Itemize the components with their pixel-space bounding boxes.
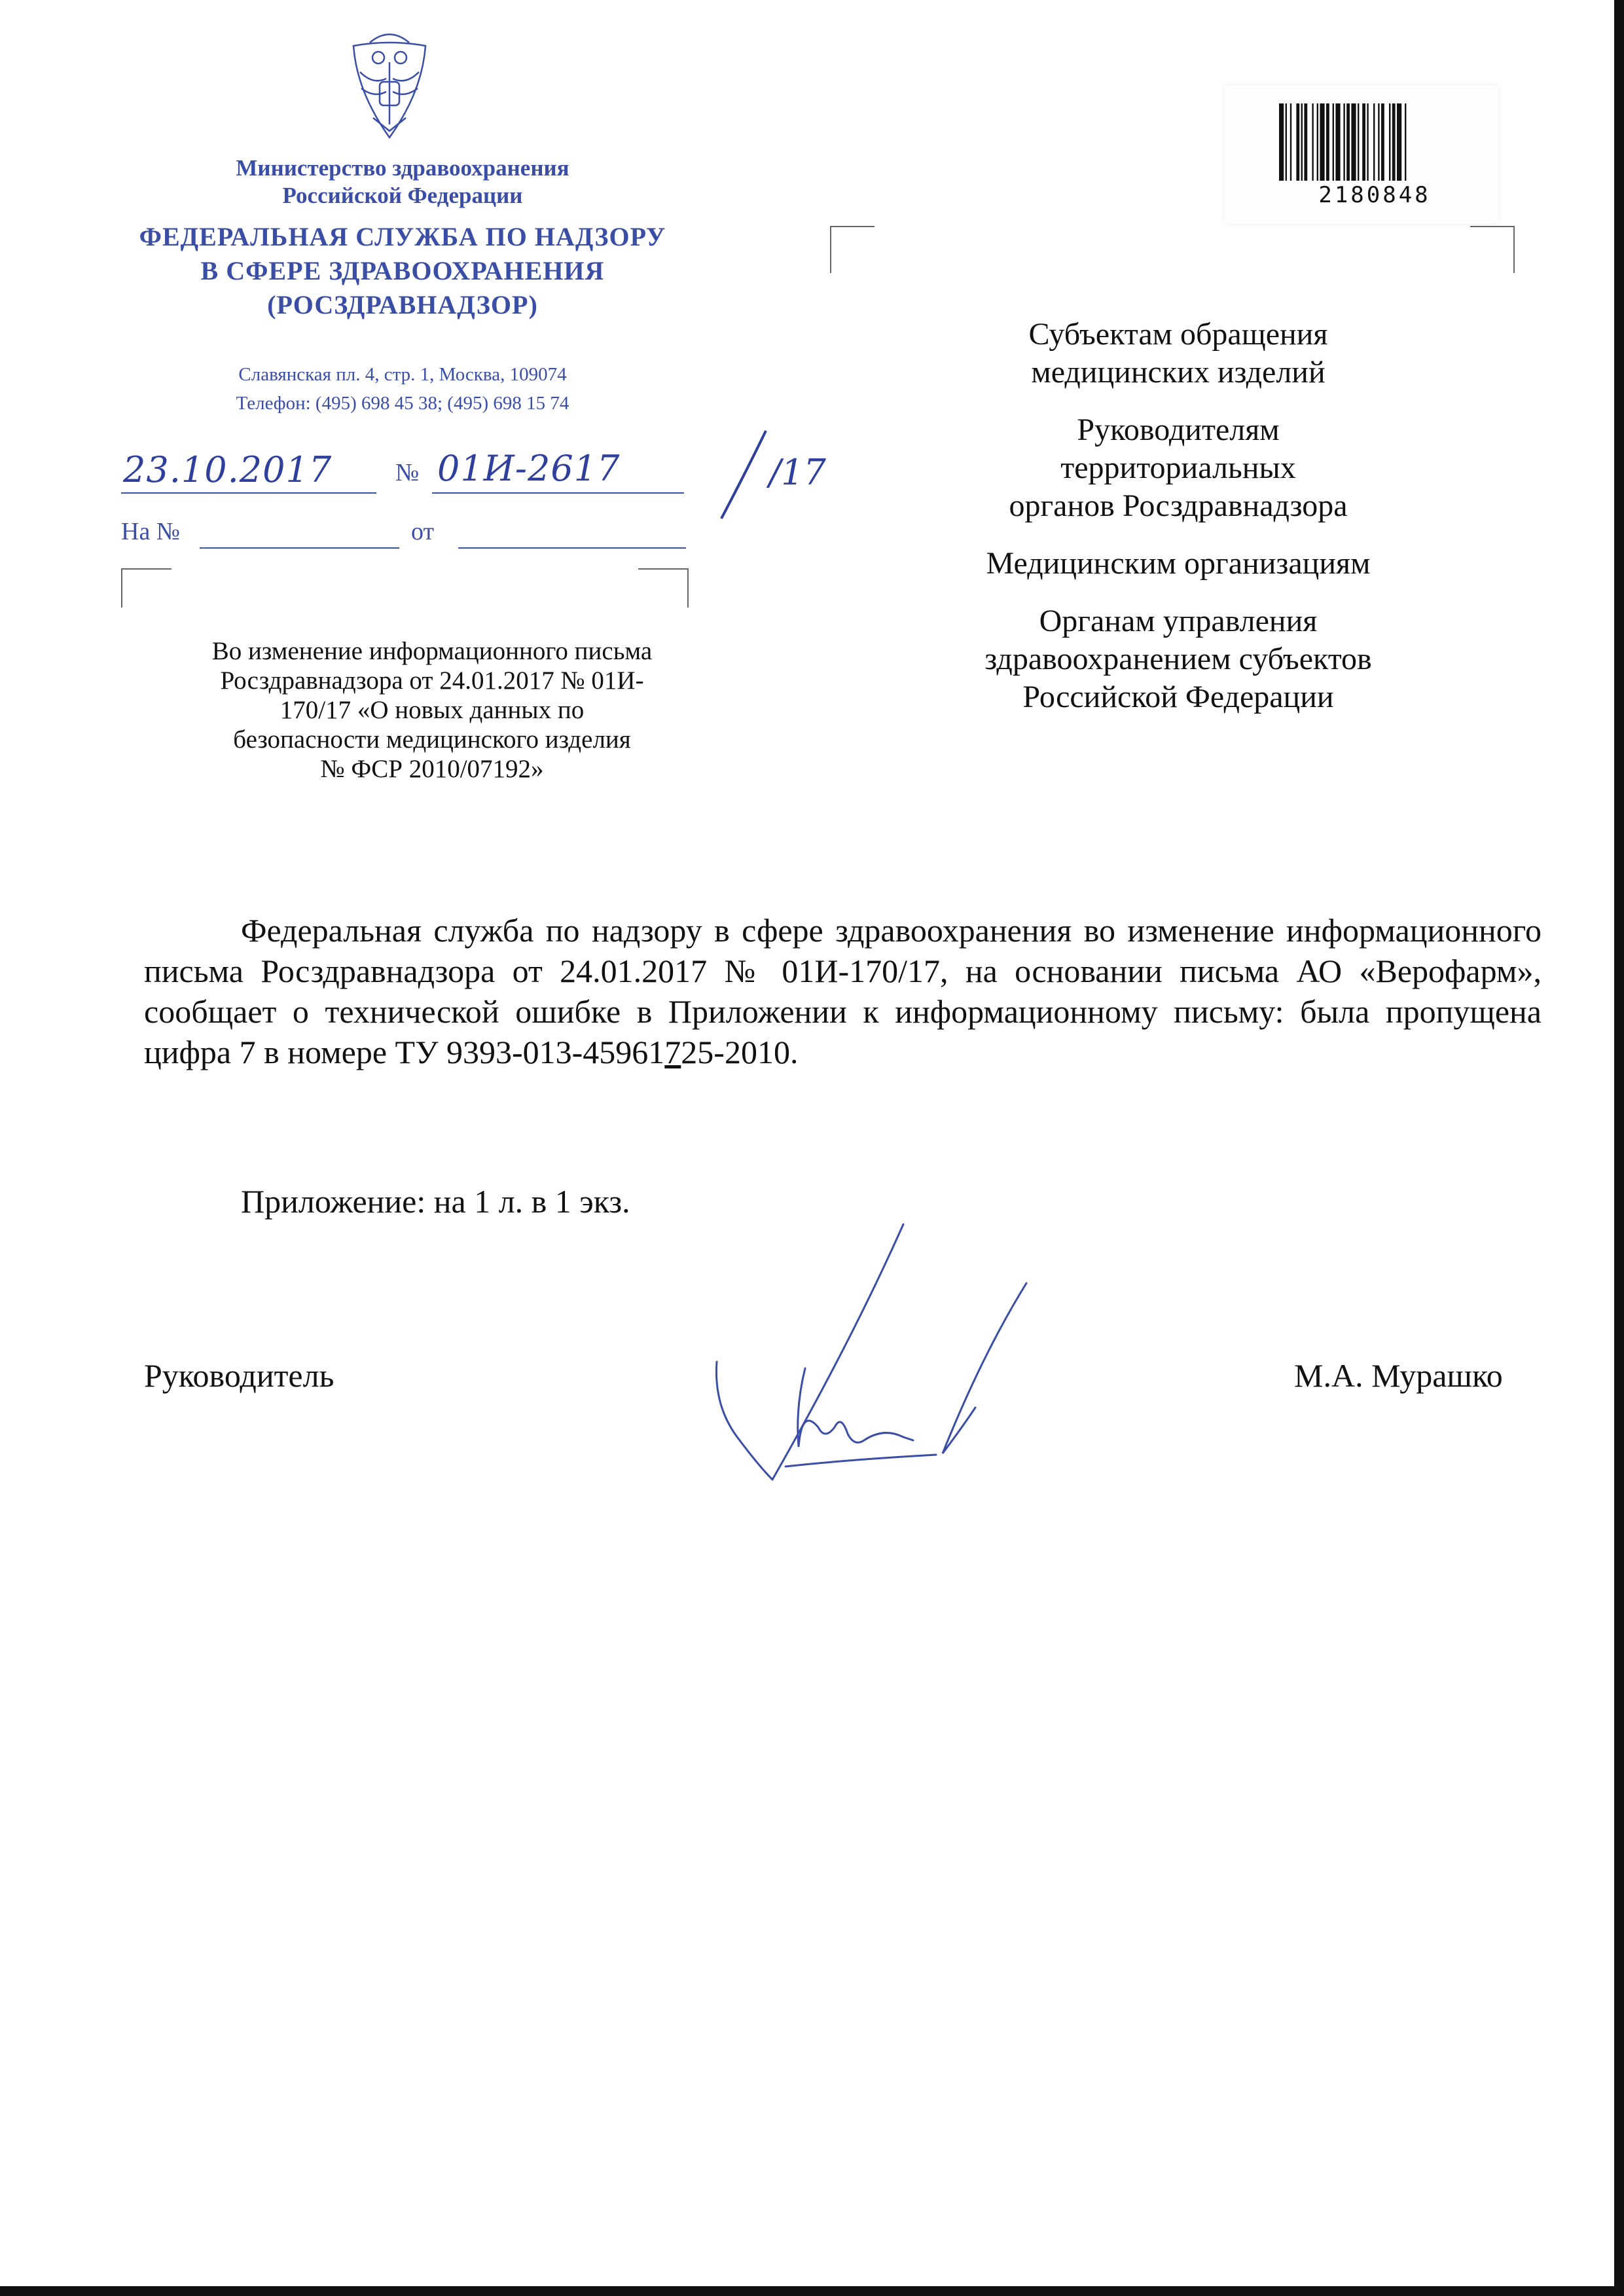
number-label: № [395,459,420,486]
subject-block [131,636,733,784]
addressee-line: здравоохранением субъектов [984,642,1372,676]
body-text-end: 25-2010. [681,1034,799,1070]
number-underline [432,492,684,494]
reply-number-line [200,547,399,549]
addressee-line: Медицинским организациям [986,546,1371,581]
body-underlined-digit: 7 [664,1034,681,1070]
addressee-line: Субъектам обращения [1028,317,1328,352]
subject-line: 170/17 «О новых данных по [280,696,585,724]
service-line: В СФЕРЕ ЗДРАВООХРАНЕНИЯ [200,256,605,285]
russian-coat-of-arms-icon [347,26,432,141]
subject-line: Росздравнадзора от 24.01.2017 № 01И- [220,666,644,695]
bracket-top-left [830,226,875,273]
reply-date-label: от [411,518,435,545]
ministry-line: Министерство здравоохранения [236,155,569,181]
addressee-line: Органам управления [1039,604,1318,638]
signer-name: М.А. Мурашко [1294,1357,1503,1394]
handwritten-slash-icon [713,426,772,524]
addressee-line: Руководителям [1077,412,1280,447]
service-line: (РОСЗДРАВНАДЗОР) [267,290,538,319]
registration-number: 01И-2617 [437,448,621,489]
ministry-name [131,155,674,210]
addressee [890,545,1466,583]
addressee [890,602,1466,716]
appendix-note: Приложение: на 1 л. в 1 экз. [241,1183,630,1220]
address-line: Славянская пл. 4, стр. 1, Москва, 109074 [238,364,567,385]
addressees-block [890,316,1466,736]
service-address [131,360,674,418]
addressee-line: медицинских изделий [1031,355,1326,390]
subject-line: Во изменение информационного письма [211,637,653,665]
barcode-number: 2180848 [1318,182,1431,208]
registration-number-suffix: /17 [769,452,826,493]
phone-line: Телефон: (495) 698 45 38; (495) 698 15 74 [236,393,569,414]
scan-border-bottom [0,2286,1624,2296]
bracket-top-left [121,568,171,608]
service-line: ФЕДЕРАЛЬНАЯ СЛУЖБА ПО НАДЗОРУ [139,222,666,251]
handwritten-signature-icon [687,1211,1054,1493]
subject-line: № ФСР 2010/07192» [320,755,544,783]
bracket-top-right [1470,226,1515,273]
reply-date-line [458,547,686,549]
addressee [890,411,1466,525]
scan-border-right [1614,0,1624,2296]
addressee-line: территориальных [1060,450,1296,485]
addressee-line: органов Росздравнадзора [1009,488,1348,523]
barcode-icon [1276,103,1473,182]
letter-body [144,910,1542,1072]
registration-date: 23.10.2017 [123,449,333,490]
reply-number-label: На № [121,518,181,545]
date-underline [121,492,376,494]
subject-line: безопасности медицинского изделия [233,725,631,754]
service-name [111,220,694,322]
signer-role: Руководитель [144,1357,334,1394]
addressee-line: Российской Федерации [1022,680,1334,714]
ministry-line: Российской Федерации [282,183,523,208]
addressee [890,316,1466,392]
body-text: Федеральная служба по надзору в сфере здравоохранения во изменение информационного письма Росздравнадзора от 24.01.2017 № 01И-170/17, на основании письма АО «Верофарм», сообщает о технической ошибке в Приложении к информационному письму: была пропущена цифра 7 в номере ТУ 9393-013-45961 [144,912,1542,1070]
bracket-top-right [638,568,689,608]
